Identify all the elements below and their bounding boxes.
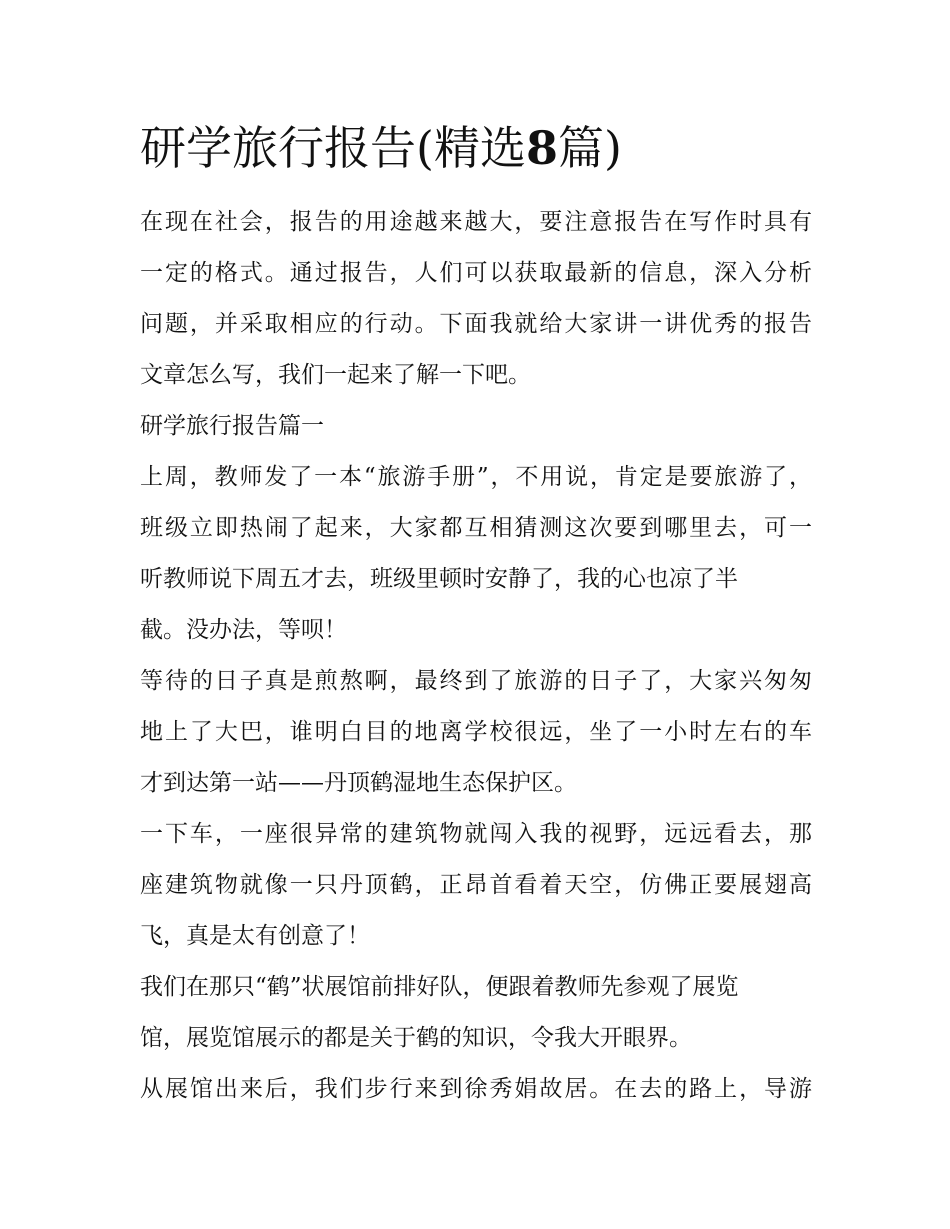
paragraph-line: 截。没办法，等呗！ (140, 617, 347, 643)
title-suffix: 篇) (557, 121, 622, 175)
intro-line: 一定的格式。通过报告，人们可以获取最新的信息，深入分析 (140, 260, 812, 286)
document-title (140, 118, 820, 178)
paragraph-line: 一下车，一座很异常的建筑物就闯入我的视野，远远看去，那 (140, 821, 812, 847)
paragraph-line: 飞，真是太有创意了！ (140, 923, 370, 949)
paragraph-line: 从展馆出来后，我们步行来到徐秀娟故居。在去的路上，导游 (140, 1076, 812, 1102)
section-heading (140, 401, 812, 452)
intro-line: 问题，并采取相应的行动。下面我就给大家讲一讲优秀的报告 (140, 311, 812, 337)
paragraph-line: 班级立即热闹了起来，大家都互相猜测这次要到哪里去，可一 (140, 515, 812, 541)
paragraph-line: 上周，教师发了一本“旅游手册”，不用说，肯定是要旅游了， (140, 464, 812, 490)
paragraph-line: 地上了大巴，谁明白目的地离学校很远，坐了一小时左右的车 (140, 719, 812, 745)
title-number: 8 (525, 121, 558, 175)
body-paragraph-3 (140, 809, 812, 962)
paragraph-line: 等待的日子真是煎熬啊，最终到了旅游的日子了，大家兴匆匆 (140, 668, 812, 694)
paragraph-line: 我们在那只“鹤”状展馆前排好队，便跟着教师先参观了展览 (140, 974, 739, 1000)
body-paragraph-1 (140, 452, 812, 656)
paragraph-line: 座建筑物就像一只丹顶鹤，正昂首看着天空，仿佛正要展翅高 (140, 872, 812, 898)
intro-paragraph (140, 197, 812, 401)
title-prefix: 研学旅行报告(精选 (140, 121, 526, 175)
body-paragraph-2 (140, 656, 812, 809)
intro-line: 文章怎么写，我们一起来了解一下吧。 (140, 362, 531, 388)
paragraph-line: 才到达第一站——丹顶鹤湿地生态保护区。 (140, 770, 577, 796)
paragraph-line: 听教师说下周五才去，班级里顿时安静了，我的心也凉了半 (140, 566, 738, 592)
document-body (140, 197, 812, 1115)
paragraph-line: 馆，展览馆展示的都是关于鹤的知识，令我大开眼界。 (140, 1025, 692, 1051)
body-paragraph-4 (140, 962, 812, 1064)
section-heading-text: 研学旅行报告篇一 (140, 413, 324, 439)
intro-line: 在现在社会，报告的用途越来越大，要注意报告在写作时具有 (140, 209, 812, 235)
body-paragraph-5 (140, 1064, 812, 1115)
